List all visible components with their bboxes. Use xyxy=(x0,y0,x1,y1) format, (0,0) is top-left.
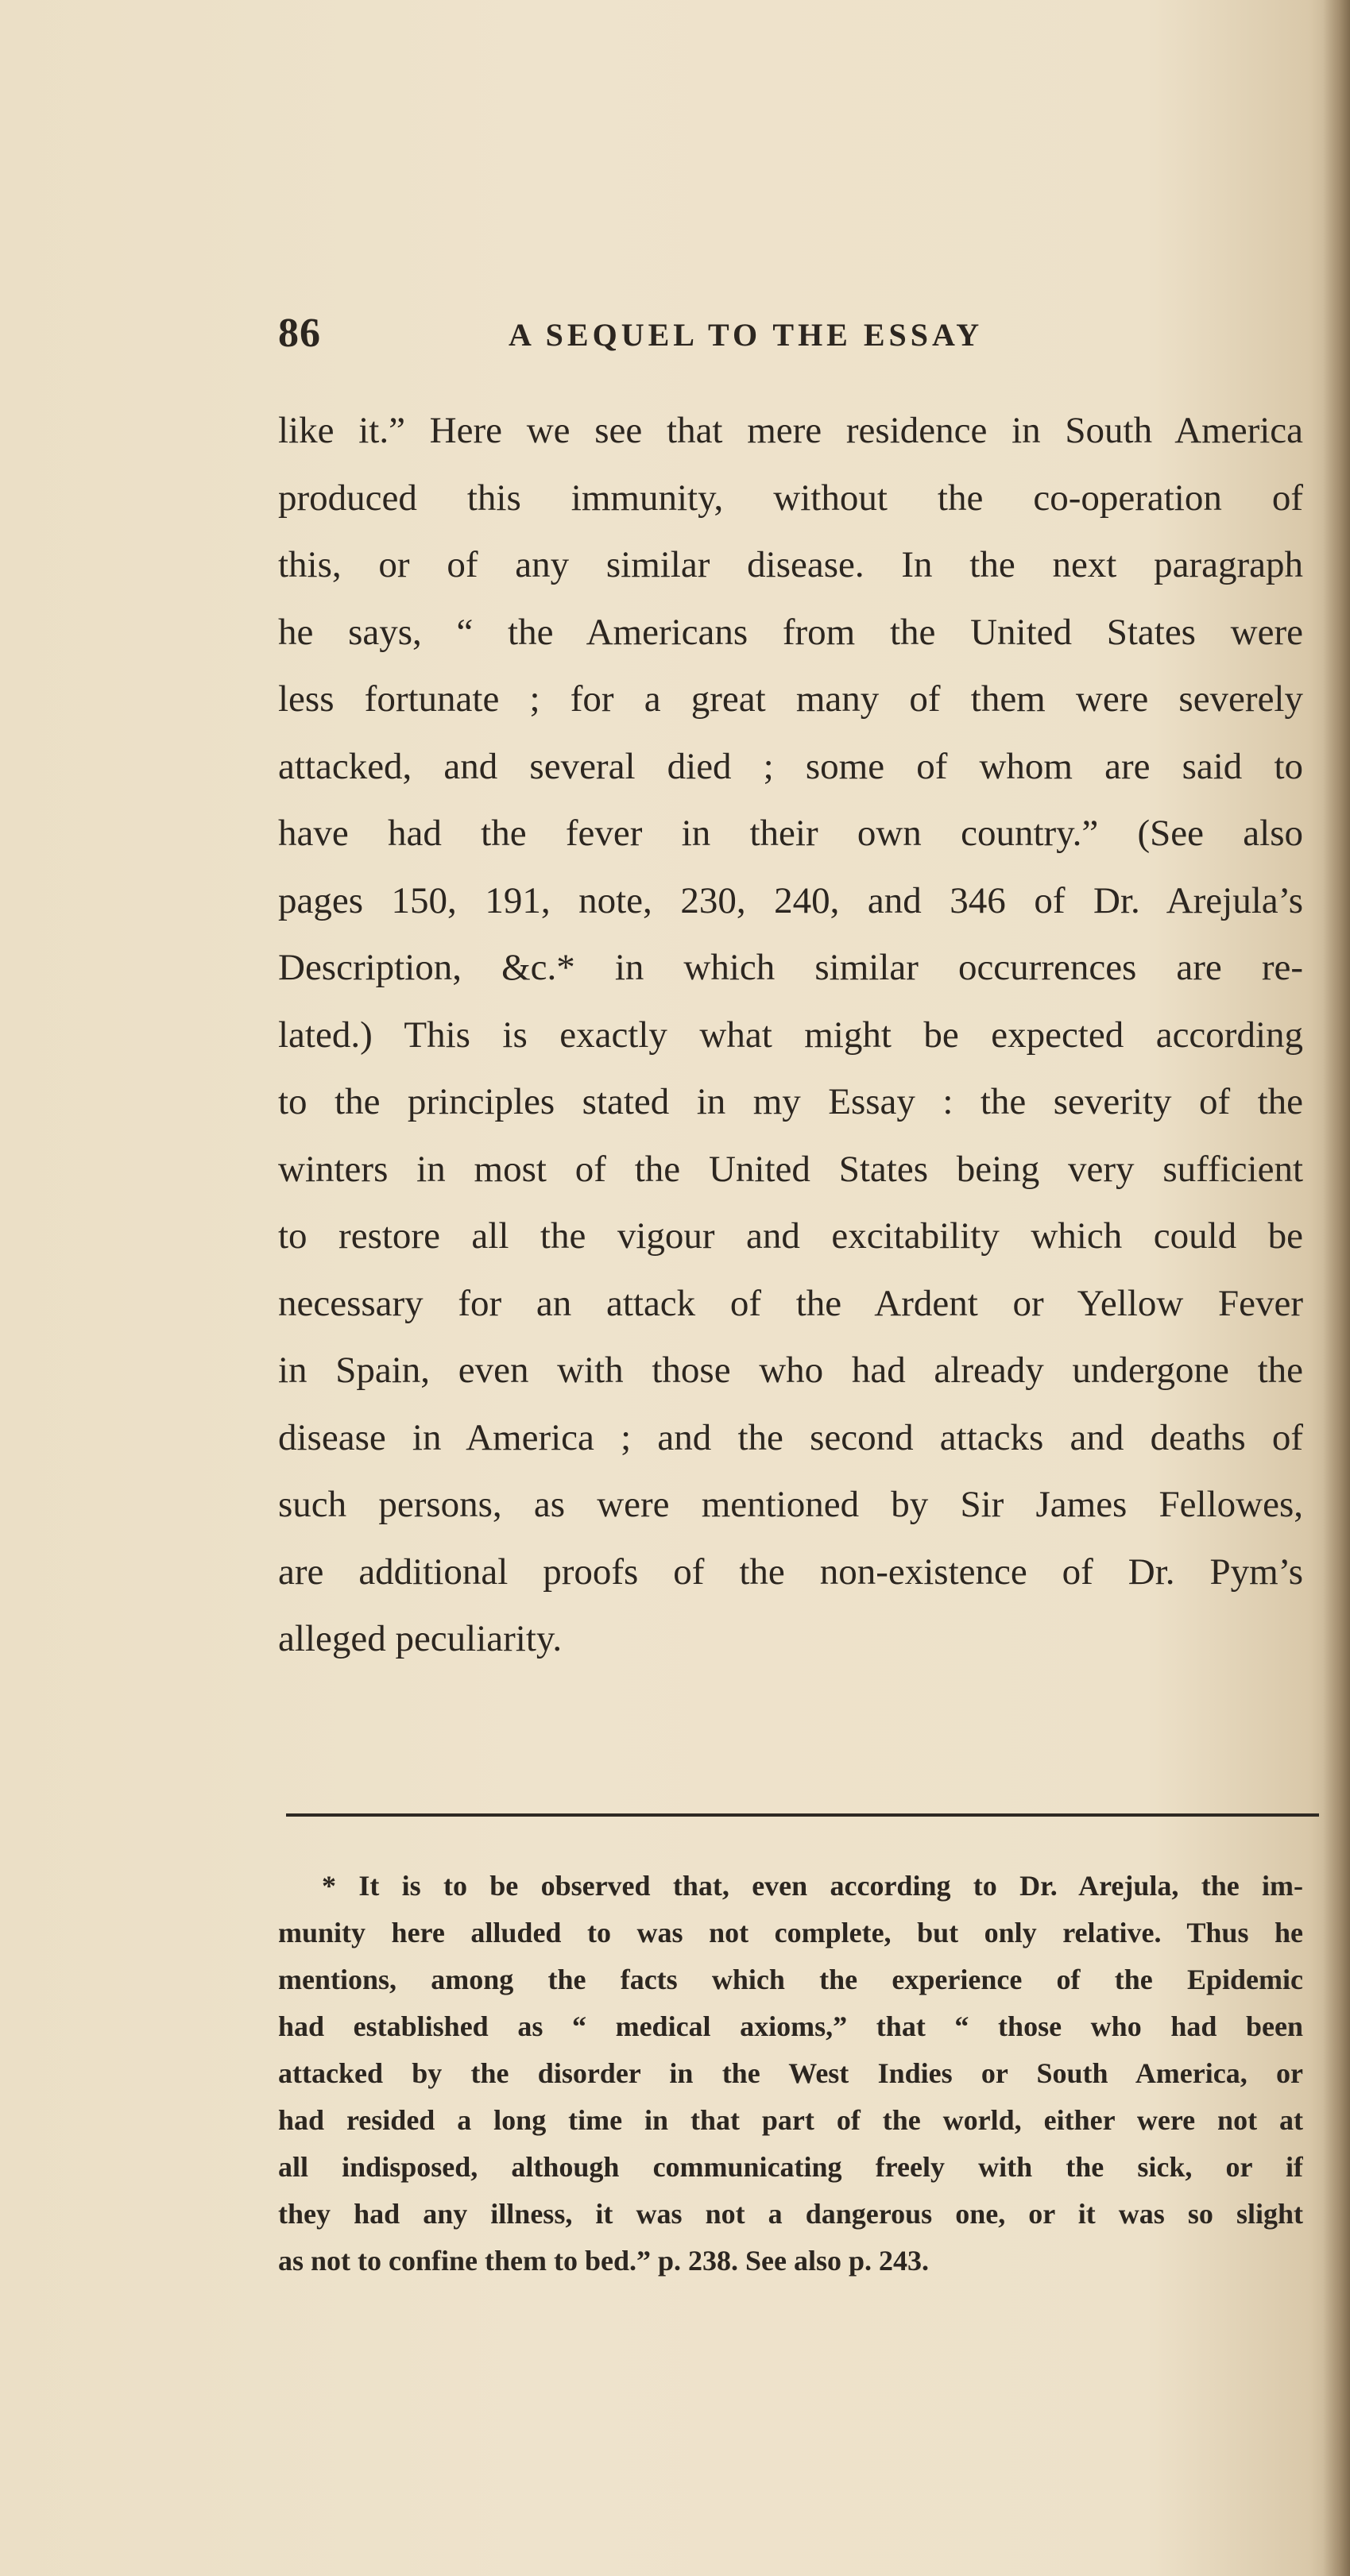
text-line: like it.” Here we see that mere residence in South America xyxy=(278,410,1303,451)
text-line: have had the fever in their own country.” (See also xyxy=(278,813,1303,854)
footnote-divider xyxy=(286,1813,1319,1817)
footnote-line: they had any illness, it was not a dangerous one, or it was so slight xyxy=(278,2198,1303,2230)
text-line: pages 150, 191, note, 230, 240, and 346 of Dr. Arejula’s xyxy=(278,879,1303,921)
footnote xyxy=(278,1863,1303,2284)
text-line: lated.) This is exactly what might be expected according xyxy=(278,1014,1303,1056)
text-line: less fortunate ; for a great many of them were severely xyxy=(278,678,1303,720)
text-line: Description, &c.* in which similar occurrences are re- xyxy=(278,947,1303,988)
page-edge-shadow xyxy=(1323,0,1350,2576)
text-line: such persons, as were mentioned by Sir James Fellowes, xyxy=(278,1484,1303,1525)
text-line: to restore all the vigour and excitability which could be xyxy=(278,1215,1303,1257)
footnote-line: had resided a long time in that part of the world, either were not at xyxy=(278,2104,1303,2136)
page-header xyxy=(278,310,1303,365)
footnote-line: had established as “ medical axioms,” that “ those who had been xyxy=(278,2010,1303,2042)
text-line: this, or of any similar disease. In the next paragraph xyxy=(278,544,1303,585)
footnote-line: * It is to be observed that, even according to Dr. Arejula, the im- xyxy=(322,1870,1303,1902)
text-line: he says, “ the Americans from the United States were xyxy=(278,611,1303,653)
text-line: in Spain, even with those who had already undergone the xyxy=(278,1350,1303,1391)
text-line: disease in America ; and the second attacks and deaths of xyxy=(278,1416,1303,1458)
running-title: A SEQUEL TO THE ESSAY xyxy=(509,317,984,353)
text-line: produced this immunity, without the co-operation of xyxy=(278,477,1303,519)
footnote-line: all indisposed, although communicating freely with the sick, or if xyxy=(278,2151,1303,2183)
footnote-line: attacked by the disorder in the West Indies or South America, or xyxy=(278,2057,1303,2089)
text-line: alleged peculiarity. xyxy=(278,1618,563,1659)
text-line: winters in most of the United States being very sufficient xyxy=(278,1148,1303,1190)
page-number: 86 xyxy=(278,311,321,356)
text-line: to the principles stated in my Essay : the severity of the xyxy=(278,1081,1303,1122)
footnote-line: as not to confine them to bed.” p. 238. See also p. 243. xyxy=(278,2245,930,2277)
main-text xyxy=(278,397,1303,1673)
text-line: attacked, and several died ; some of whom are said to xyxy=(278,745,1303,787)
footnote-line: mentions, among the facts which the experience of the Epidemic xyxy=(278,1964,1303,1995)
text-line: are additional proofs of the non-existence of Dr. Pym’s xyxy=(278,1551,1303,1593)
footnote-line: munity here alluded to was not complete, but only relative. Thus he xyxy=(278,1917,1303,1948)
text-line: necessary for an attack of the Ardent or Yellow Fever xyxy=(278,1282,1303,1324)
